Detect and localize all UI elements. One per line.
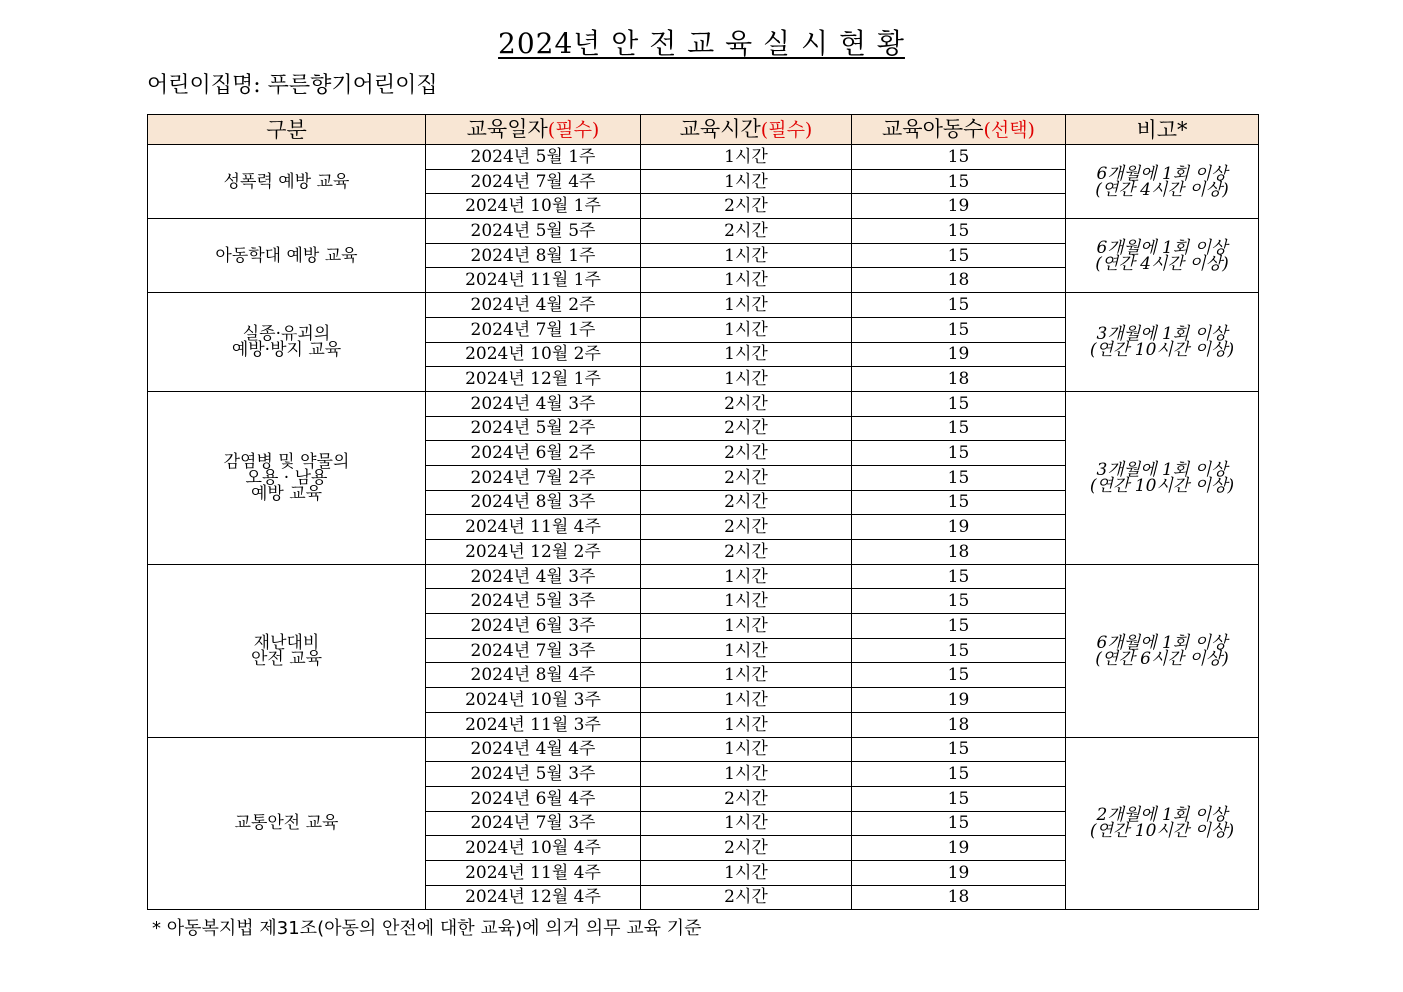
hours-cell: 2시간 <box>641 786 852 811</box>
date-cell: 2024년 6월 3주 <box>426 614 641 639</box>
note-line: 3개월에 1회 이상 <box>1096 324 1228 344</box>
category-cell <box>148 737 426 910</box>
date-cell: 2024년 4월 4주 <box>426 737 641 762</box>
children-cell: 19 <box>852 515 1066 540</box>
date-cell: 2024년 7월 4주 <box>426 169 641 194</box>
hours-cell: 2시간 <box>641 465 852 490</box>
date-cell: 2024년 7월 3주 <box>426 811 641 836</box>
header-hours-label: 교육시간 <box>679 117 761 141</box>
category-line: 실종·유괴의 <box>242 324 331 344</box>
table-row <box>148 219 1259 244</box>
children-cell: 18 <box>852 540 1066 565</box>
children-cell: 15 <box>852 416 1066 441</box>
children-cell: 18 <box>852 268 1066 293</box>
note-line: (연간 10시간 이상) <box>1089 340 1235 360</box>
children-cell: 15 <box>852 391 1066 416</box>
hours-cell: 1시간 <box>641 712 852 737</box>
children-cell: 19 <box>852 860 1066 885</box>
header-children-tag: (선택) <box>983 119 1035 141</box>
date-cell: 2024년 10월 3주 <box>426 688 641 713</box>
header-date-label: 교육일자 <box>466 117 548 141</box>
children-cell: 15 <box>852 614 1066 639</box>
children-cell: 19 <box>852 194 1066 219</box>
date-cell: 2024년 6월 4주 <box>426 786 641 811</box>
header-children <box>852 115 1066 145</box>
note-line: (연간 4시간 이상) <box>1095 179 1229 200</box>
children-cell: 19 <box>852 836 1066 861</box>
hours-cell: 1시간 <box>641 614 852 639</box>
hours-cell: 1시간 <box>641 589 852 614</box>
table-row <box>148 391 1259 416</box>
header-date <box>426 115 641 145</box>
date-cell: 2024년 12월 2주 <box>426 540 641 565</box>
note-cell <box>1066 737 1259 910</box>
children-cell: 15 <box>852 317 1066 342</box>
children-cell: 19 <box>852 342 1066 367</box>
note-line: 6개월에 1회 이상 <box>1096 163 1228 184</box>
date-cell: 2024년 11월 3주 <box>426 712 641 737</box>
children-cell: 15 <box>852 786 1066 811</box>
date-cell: 2024년 10월 1주 <box>426 194 641 219</box>
note-cell <box>1066 564 1259 737</box>
note-line: (연간 6시간 이상) <box>1095 648 1229 669</box>
date-cell: 2024년 11월 4주 <box>426 515 641 540</box>
category-cell <box>148 391 426 564</box>
education-table <box>147 114 1259 910</box>
date-cell: 2024년 7월 3주 <box>426 638 641 663</box>
hours-cell: 1시간 <box>641 811 852 836</box>
date-cell: 2024년 10월 2주 <box>426 342 641 367</box>
hours-cell: 1시간 <box>641 342 852 367</box>
header-note: 비고* <box>1066 115 1259 145</box>
children-cell: 15 <box>852 145 1066 170</box>
hours-cell: 1시간 <box>641 268 852 293</box>
children-cell: 15 <box>852 663 1066 688</box>
header-hours-tag: (필수) <box>760 119 813 141</box>
note-line: (연간 4시간 이상) <box>1095 253 1229 274</box>
hours-cell: 1시간 <box>641 688 852 713</box>
header-children-label: 교육아동수 <box>882 117 984 141</box>
hours-cell: 2시간 <box>641 441 852 466</box>
date-cell: 2024년 11월 4주 <box>426 860 641 885</box>
date-cell: 2024년 10월 4주 <box>426 836 641 861</box>
children-cell: 15 <box>852 737 1066 762</box>
hours-cell: 1시간 <box>641 737 852 762</box>
date-cell: 2024년 5월 3주 <box>426 589 641 614</box>
note-cell <box>1066 145 1259 219</box>
note-line: 3개월에 1회 이상 <box>1096 459 1228 480</box>
category-cell <box>148 564 426 737</box>
table-row <box>148 293 1259 318</box>
date-cell: 2024년 4월 3주 <box>426 391 641 416</box>
page-title <box>0 22 1403 62</box>
date-cell: 2024년 11월 1주 <box>426 268 641 293</box>
category-line: 예방·방지 교육 <box>231 340 342 360</box>
note-cell <box>1066 391 1259 564</box>
table-row <box>148 145 1259 170</box>
hours-cell: 1시간 <box>641 638 852 663</box>
children-cell: 15 <box>852 762 1066 787</box>
hours-cell: 1시간 <box>641 860 852 885</box>
header-category: 구분 <box>148 115 426 145</box>
category-line: 교통안전 교육 <box>234 813 339 834</box>
children-cell: 15 <box>852 169 1066 194</box>
date-cell: 2024년 5월 5주 <box>426 219 641 244</box>
children-cell: 15 <box>852 293 1066 318</box>
hours-cell: 1시간 <box>641 169 852 194</box>
date-cell: 2024년 12월 1주 <box>426 367 641 392</box>
date-cell: 2024년 8월 3주 <box>426 490 641 515</box>
hours-cell: 1시간 <box>641 367 852 392</box>
category-line: 재난대비 <box>253 632 320 653</box>
category-line: 예방 교육 <box>250 483 323 504</box>
category-line: 아동학대 예방 교육 <box>215 245 358 266</box>
date-cell: 2024년 8월 1주 <box>426 243 641 268</box>
note-line: (연간 10시간 이상) <box>1089 821 1235 842</box>
hours-cell: 2시간 <box>641 194 852 219</box>
children-cell: 15 <box>852 490 1066 515</box>
center-name: 어린이집명: 푸른향기어린이집 <box>147 73 438 98</box>
date-cell: 2024년 5월 2주 <box>426 416 641 441</box>
category-line: 감염병 및 약물의 <box>223 451 350 472</box>
note-line: 6개월에 1회 이상 <box>1096 632 1228 653</box>
date-cell: 2024년 7월 1주 <box>426 317 641 342</box>
hours-cell: 1시간 <box>641 317 852 342</box>
hours-cell: 2시간 <box>641 540 852 565</box>
table-row <box>148 564 1259 589</box>
category-line: 오용 · 남용 <box>245 467 328 488</box>
header-date-tag: (필수) <box>547 119 600 141</box>
children-cell: 15 <box>852 243 1066 268</box>
children-cell: 15 <box>852 219 1066 244</box>
hours-cell: 1시간 <box>641 663 852 688</box>
table-row <box>148 737 1259 762</box>
children-cell: 15 <box>852 638 1066 663</box>
children-cell: 15 <box>852 465 1066 490</box>
children-cell: 15 <box>852 564 1066 589</box>
category-cell <box>148 219 426 293</box>
note-cell <box>1066 293 1259 392</box>
table-body <box>148 145 1259 910</box>
hours-cell: 1시간 <box>641 293 852 318</box>
children-cell: 15 <box>852 811 1066 836</box>
date-cell: 2024년 5월 1주 <box>426 145 641 170</box>
hours-cell: 2시간 <box>641 416 852 441</box>
hours-cell: 1시간 <box>641 243 852 268</box>
category-cell <box>148 293 426 392</box>
date-cell: 2024년 5월 3주 <box>426 762 641 787</box>
category-line: 성폭력 예방 교육 <box>223 171 350 192</box>
note-line: 6개월에 1회 이상 <box>1096 237 1228 258</box>
note-line: 2개월에 1회 이상 <box>1096 805 1228 826</box>
children-cell: 18 <box>852 712 1066 737</box>
note-cell <box>1066 219 1259 293</box>
hours-cell: 1시간 <box>641 564 852 589</box>
hours-cell: 2시간 <box>641 490 852 515</box>
children-cell: 15 <box>852 441 1066 466</box>
footnote: * 아동복지법 제31조(아동의 안전에 대한 교육)에 의거 의무 교육 기준 <box>152 918 702 939</box>
children-cell: 18 <box>852 885 1066 910</box>
hours-cell: 2시간 <box>641 219 852 244</box>
note-line: (연간 10시간 이상) <box>1089 475 1235 496</box>
category-cell <box>148 145 426 219</box>
children-cell: 15 <box>852 589 1066 614</box>
hours-cell: 1시간 <box>641 762 852 787</box>
date-cell: 2024년 8월 4주 <box>426 663 641 688</box>
hours-cell: 2시간 <box>641 391 852 416</box>
date-cell: 2024년 6월 2주 <box>426 441 641 466</box>
category-line: 안전 교육 <box>250 648 323 669</box>
hours-cell: 2시간 <box>641 515 852 540</box>
header-row <box>148 115 1259 145</box>
children-cell: 18 <box>852 367 1066 392</box>
page-title-text: 2024년 안 전 교 육 실 시 현 황 <box>498 27 905 60</box>
hours-cell: 2시간 <box>641 836 852 861</box>
children-cell: 19 <box>852 688 1066 713</box>
header-hours <box>641 115 852 145</box>
date-cell: 2024년 7월 2주 <box>426 465 641 490</box>
date-cell: 2024년 4월 2주 <box>426 293 641 318</box>
hours-cell: 2시간 <box>641 885 852 910</box>
date-cell: 2024년 12월 4주 <box>426 885 641 910</box>
date-cell: 2024년 4월 3주 <box>426 564 641 589</box>
hours-cell: 1시간 <box>641 145 852 170</box>
